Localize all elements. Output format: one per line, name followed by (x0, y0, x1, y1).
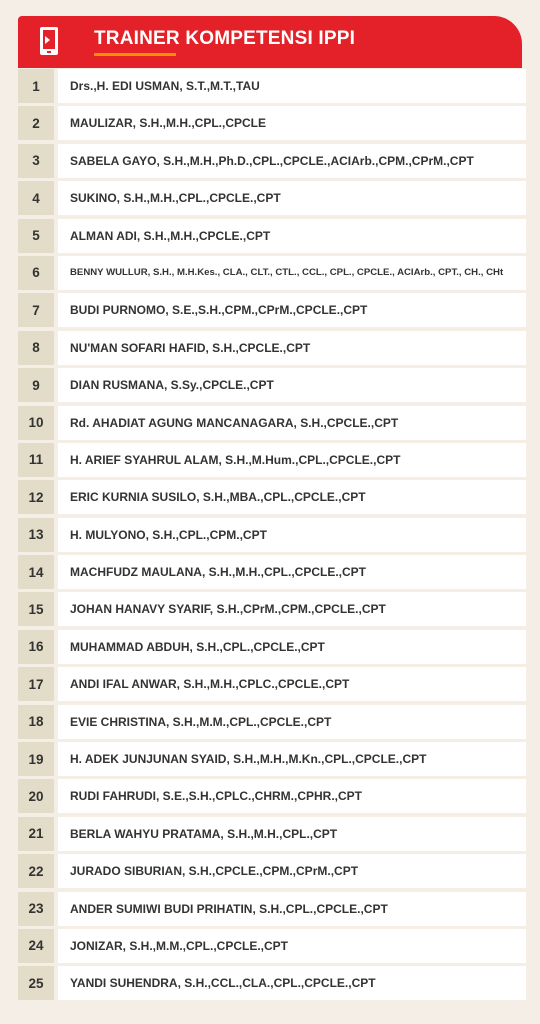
trainer-row (18, 630, 526, 664)
trainer-number: 16 (18, 630, 54, 664)
trainer-row (18, 368, 526, 402)
trainer-row (18, 592, 526, 626)
trainer-number: 18 (18, 705, 54, 739)
trainer-row (18, 256, 526, 290)
trainer-number: 14 (18, 555, 54, 589)
trainer-name: RUDI FAHRUDI, S.E.,S.H.,CPLC.,CHRM.,CPHR.,CPT (58, 779, 526, 813)
trainer-name: MUHAMMAD ABDUH, S.H.,CPL.,CPCLE.,CPT (58, 630, 526, 664)
trainer-name: H. ADEK JUNJUNAN SYAID, S.H.,M.H.,M.Kn.,CPL.,CPCLE.,CPT (58, 742, 526, 776)
trainer-number: 8 (18, 331, 54, 365)
trainer-number: 10 (18, 406, 54, 440)
trainer-number: 3 (18, 144, 54, 178)
trainer-number: 7 (18, 293, 54, 327)
trainer-name: ANDER SUMIWI BUDI PRIHATIN, S.H.,CPL.,CPCLE.,CPT (58, 892, 526, 926)
trainer-name: MACHFUDZ MAULANA, S.H.,M.H.,CPL.,CPCLE.,CPT (58, 555, 526, 589)
trainer-name: NU'MAN SOFARI HAFID, S.H.,CPCLE.,CPT (58, 331, 526, 365)
trainer-row (18, 518, 526, 552)
page-title: TRAINER KOMPETENSI IPPI (94, 28, 356, 49)
trainer-row (18, 331, 526, 365)
ippi-logo-icon (38, 26, 62, 56)
trainer-name: JOHAN HANAVY SYARIF, S.H.,CPrM.,CPM.,CPCLE.,CPT (58, 592, 526, 626)
title-underline (94, 53, 176, 56)
trainer-number: 19 (18, 742, 54, 776)
trainer-row (18, 929, 526, 963)
trainer-row (18, 144, 526, 178)
trainer-row (18, 966, 526, 1000)
trainer-number: 13 (18, 518, 54, 552)
trainer-name: JONIZAR, S.H.,M.M.,CPL.,CPCLE.,CPT (58, 929, 526, 963)
trainer-row (18, 293, 526, 327)
header-banner (18, 16, 522, 68)
trainer-number: 24 (18, 929, 54, 963)
trainer-name: YANDI SUHENDRA, S.H.,CCL.,CLA.,CPL.,CPCLE.,CPT (58, 966, 526, 1000)
trainer-name: SABELA GAYO, S.H.,M.H.,Ph.D.,CPL.,CPCLE.,ACIArb.,CPM.,CPrM.,CPT (58, 144, 526, 178)
trainer-number: 5 (18, 219, 54, 253)
trainer-name: ERIC KURNIA SUSILO, S.H.,MBA.,CPL.,CPCLE.,CPT (58, 480, 526, 514)
trainer-number: 4 (18, 181, 54, 215)
trainer-name: Rd. AHADIAT AGUNG MANCANAGARA, S.H.,CPCLE.,CPT (58, 406, 526, 440)
trainer-name: H. MULYONO, S.H.,CPL.,CPM.,CPT (58, 518, 526, 552)
trainer-row (18, 406, 526, 440)
trainer-number: 20 (18, 779, 54, 813)
trainer-name: BERLA WAHYU PRATAMA, S.H.,M.H.,CPL.,CPT (58, 817, 526, 851)
trainer-row (18, 69, 526, 103)
trainer-row (18, 779, 526, 813)
trainer-row (18, 742, 526, 776)
trainer-number: 21 (18, 817, 54, 851)
trainer-name: SUKINO, S.H.,M.H.,CPL.,CPCLE.,CPT (58, 181, 526, 215)
trainer-number: 1 (18, 69, 54, 103)
trainer-name: DIAN RUSMANA, S.Sy.,CPCLE.,CPT (58, 368, 526, 402)
trainer-row (18, 555, 526, 589)
trainer-name: ANDI IFAL ANWAR, S.H.,M.H.,CPLC.,CPCLE.,CPT (58, 667, 526, 701)
trainer-list (18, 69, 526, 1004)
trainer-row (18, 705, 526, 739)
trainer-row (18, 667, 526, 701)
trainer-row (18, 854, 526, 888)
trainer-number: 22 (18, 854, 54, 888)
trainer-name: Drs.,H. EDI USMAN, S.T.,M.T.,TAU (58, 69, 526, 103)
trainer-number: 15 (18, 592, 54, 626)
trainer-row (18, 480, 526, 514)
trainer-number: 25 (18, 966, 54, 1000)
trainer-name: H. ARIEF SYAHRUL ALAM, S.H.,M.Hum.,CPL.,CPCLE.,CPT (58, 443, 526, 477)
trainer-number: 11 (18, 443, 54, 477)
trainer-name: MAULIZAR, S.H.,M.H.,CPL.,CPCLE (58, 106, 526, 140)
trainer-row (18, 106, 526, 140)
trainer-name: BENNY WULLUR, S.H., M.H.Kes., CLA., CLT., CTL., CCL., CPL., CPCLE., ACIArb., CPT., CH., CHt (58, 256, 526, 290)
trainer-row (18, 219, 526, 253)
trainer-number: 23 (18, 892, 54, 926)
trainer-number: 6 (18, 256, 54, 290)
trainer-row (18, 892, 526, 926)
trainer-row (18, 443, 526, 477)
trainer-name: EVIE CHRISTINA, S.H.,M.M.,CPL.,CPCLE.,CPT (58, 705, 526, 739)
trainer-row (18, 817, 526, 851)
trainer-number: 12 (18, 480, 54, 514)
trainer-number: 9 (18, 368, 54, 402)
trainer-name: ALMAN ADI, S.H.,M.H.,CPCLE.,CPT (58, 219, 526, 253)
trainer-name: BUDI PURNOMO, S.E.,S.H.,CPM.,CPrM.,CPCLE.,CPT (58, 293, 526, 327)
trainer-number: 17 (18, 667, 54, 701)
trainer-row (18, 181, 526, 215)
trainer-number: 2 (18, 106, 54, 140)
trainer-name: JURADO SIBURIAN, S.H.,CPCLE.,CPM.,CPrM.,CPT (58, 854, 526, 888)
